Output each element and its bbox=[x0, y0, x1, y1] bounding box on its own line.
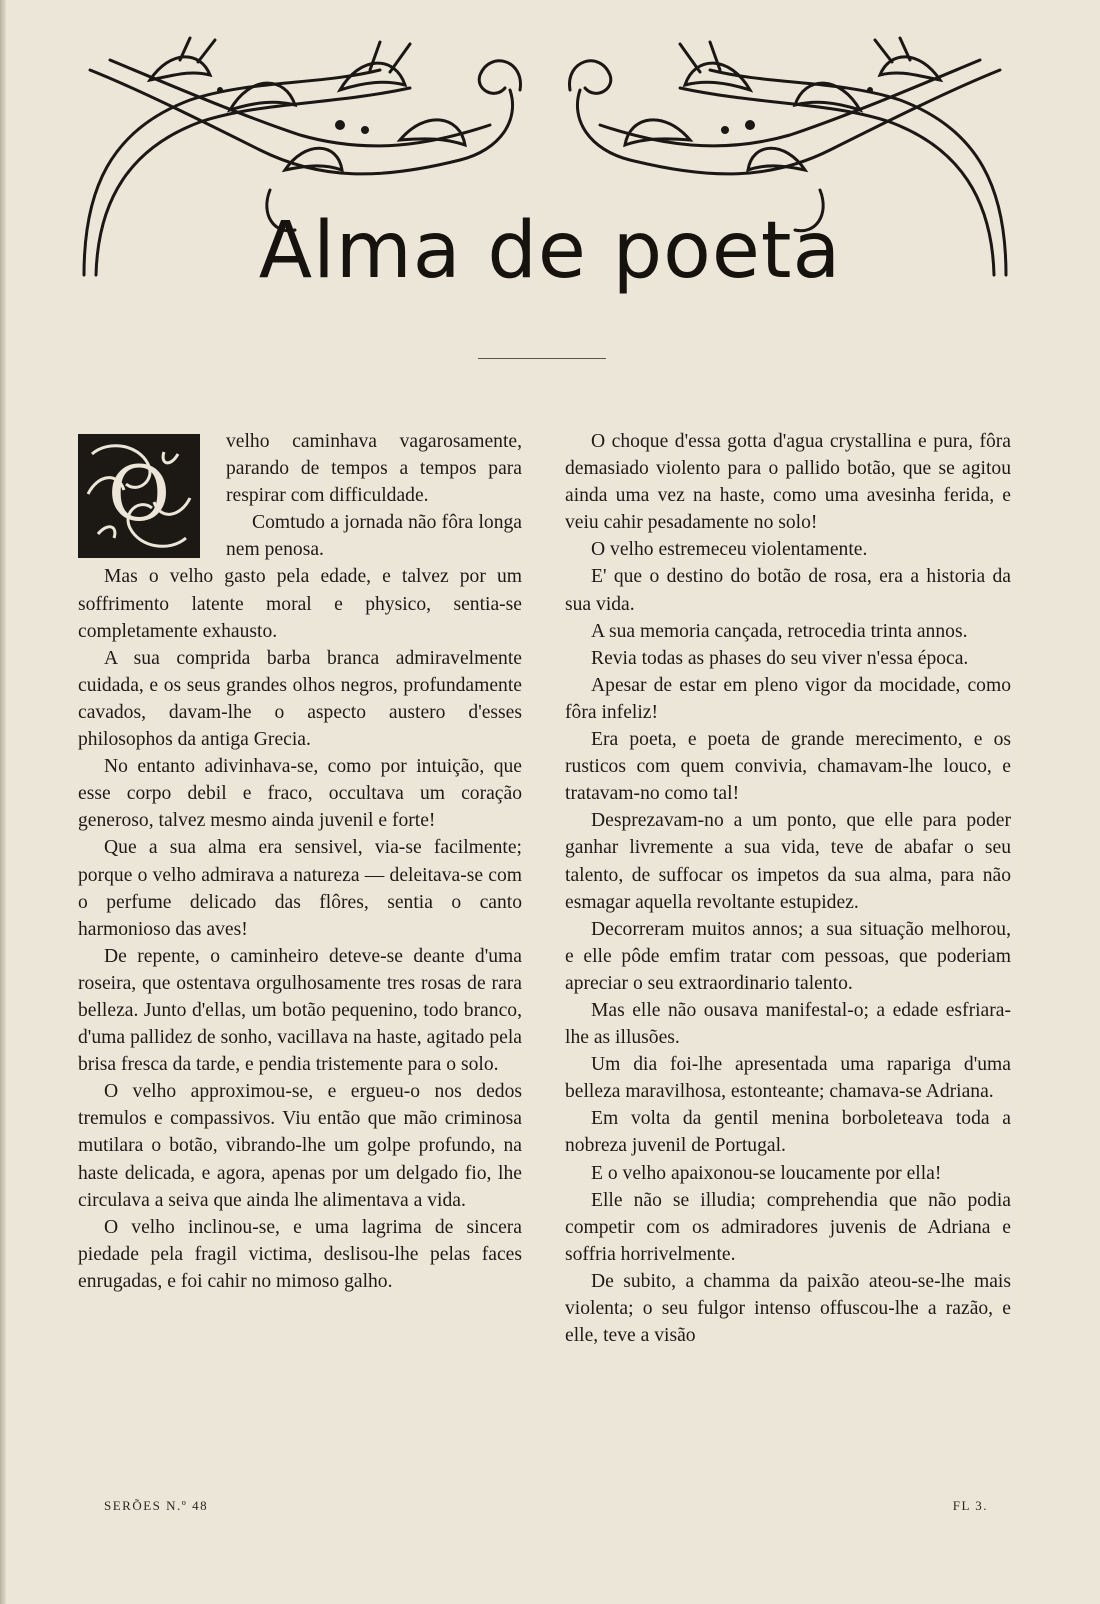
paragraph: No entanto adivinhava-se, como por intuição, que esse corpo debil e fraco, occultava um coração generoso, talvez mesmo ainda juvenil e forte! bbox=[78, 756, 522, 832]
drop-cap-ornament bbox=[78, 434, 200, 558]
paragraph: velho caminhava vagarosamente, parando de tempos a tempos para respirar com difficuldade. bbox=[226, 431, 522, 507]
paragraph: De subito, a chamma da paixão ateou-se-lhe mais violenta; o seu fulgor intenso offuscou-lhe a razão, e elle, teve a visão bbox=[565, 1270, 1011, 1347]
paragraph: Elle não se illudia; comprehendia que não podia competir com os admiradores juvenis de Adriana e soffria horrivelmente. bbox=[565, 1189, 1011, 1265]
paragraph: Em volta da gentil menina borboleteava toda a nobreza juvenil de Portugal. bbox=[565, 1108, 1011, 1157]
title-divider bbox=[478, 358, 606, 359]
paragraph: O choque d'essa gotta d'agua crystallina e pura, fôra demasiado violento para o pallido botão, que se agitou ainda uma vez na haste, como uma avesinha ferida, e veiu cahir pesadamente no solo! bbox=[565, 431, 1011, 534]
paragraph: Mas o velho gasto pela edade, e talvez por um soffrimento latente moral e physico, sentia-se completamente exhausto. bbox=[78, 566, 522, 642]
paragraph: Desprezavam-no a um ponto, que elle para poder ganhar livremente a sua vida, teve de abafar o seu talento, de suffocar os impetos da sua alma, para não esmagar aquella revoltante estupidez. bbox=[565, 810, 1011, 913]
paragraph: Decorreram muitos annos; a sua situação melhorou, e elle pôde emfim tratar com pessoas, que poderiam apreciar o seu extraordinario talento. bbox=[565, 918, 1011, 994]
paragraph: Revia todas as phases do seu viver n'essa época. bbox=[591, 647, 969, 669]
paragraph: A sua memoria cançada, retrocedia trinta annos. bbox=[591, 620, 968, 642]
paragraph: Comtudo a jornada não fôra longa nem penosa. bbox=[226, 512, 522, 561]
paragraph: E' que o destino do botão de rosa, era a historia da sua vida. bbox=[565, 566, 1011, 615]
text-column-left bbox=[78, 428, 522, 1295]
paragraph: De repente, o caminheiro deteve-se deante d'uma roseira, que ostentava orgulhosamente tres rosas de rara belleza. Junto d'ellas, um botão pequenino, todo branco, d'uma pallidez de sonho, vacillava na haste, agitado pela brisa fresca da tarde, e pendia tristemente para o solo. bbox=[78, 945, 522, 1076]
paragraph: E o velho apaixonou-se loucamente por ella! bbox=[591, 1162, 942, 1184]
paragraph: Apesar de estar em pleno vigor da mocidade, como fôra infeliz! bbox=[565, 674, 1011, 723]
paragraph: Que a sua alma era sensivel, via-se facilmente; porque o velho admirava a natureza — deleitava-se com o perfume delicado das flôres, sentia o canto harmonioso das aves! bbox=[78, 837, 522, 940]
paragraph: A sua comprida barba branca admiravelmente cuidada, e os seus grandes olhos negros, profundamente cavados, davam-lhe o aspecto austero d'esses philosophos da antiga Grecia. bbox=[78, 647, 522, 751]
paragraph: O velho inclinou-se, e uma lagrima de sincera piedade pela fragil victima, deslisou-lhe pelas faces enrugadas, e foi cahir no mimoso galho. bbox=[78, 1216, 522, 1292]
svg-text:O: O bbox=[107, 449, 171, 538]
paragraph: Era poeta, e poeta de grande merecimento, e os rusticos com quem convivia, chamavam-lhe louco, e tratavam-no como tal! bbox=[565, 729, 1011, 805]
article-title: Alma de poeta bbox=[258, 206, 842, 296]
paragraph: Um dia foi-lhe apresentada uma rapariga d'uma belleza maravilhosa, estonteante; chamava-se Adriana. bbox=[565, 1054, 1011, 1103]
paragraph: O velho approximou-se, e ergueu-o nos dedos tremulos e compassivos. Viu então que mão criminosa mutilara o botão, vibrando-lhe um golpe profundo, na haste delicada, e agora, apenas por um delgado fio, lhe circulava a seiva que ainda lhe alimentava a vida. bbox=[78, 1081, 522, 1211]
paragraph: O velho estremeceu violentamente. bbox=[591, 539, 868, 561]
footer-sheet-number: FL 3. bbox=[952, 1498, 988, 1513]
text-column-right bbox=[565, 428, 1011, 1349]
footer-issue-number: SERÕES N.º 48 bbox=[104, 1498, 209, 1513]
paragraph: Mas elle não ousava manifestal-o; a edade esfriara-lhe as illusões. bbox=[565, 999, 1011, 1049]
